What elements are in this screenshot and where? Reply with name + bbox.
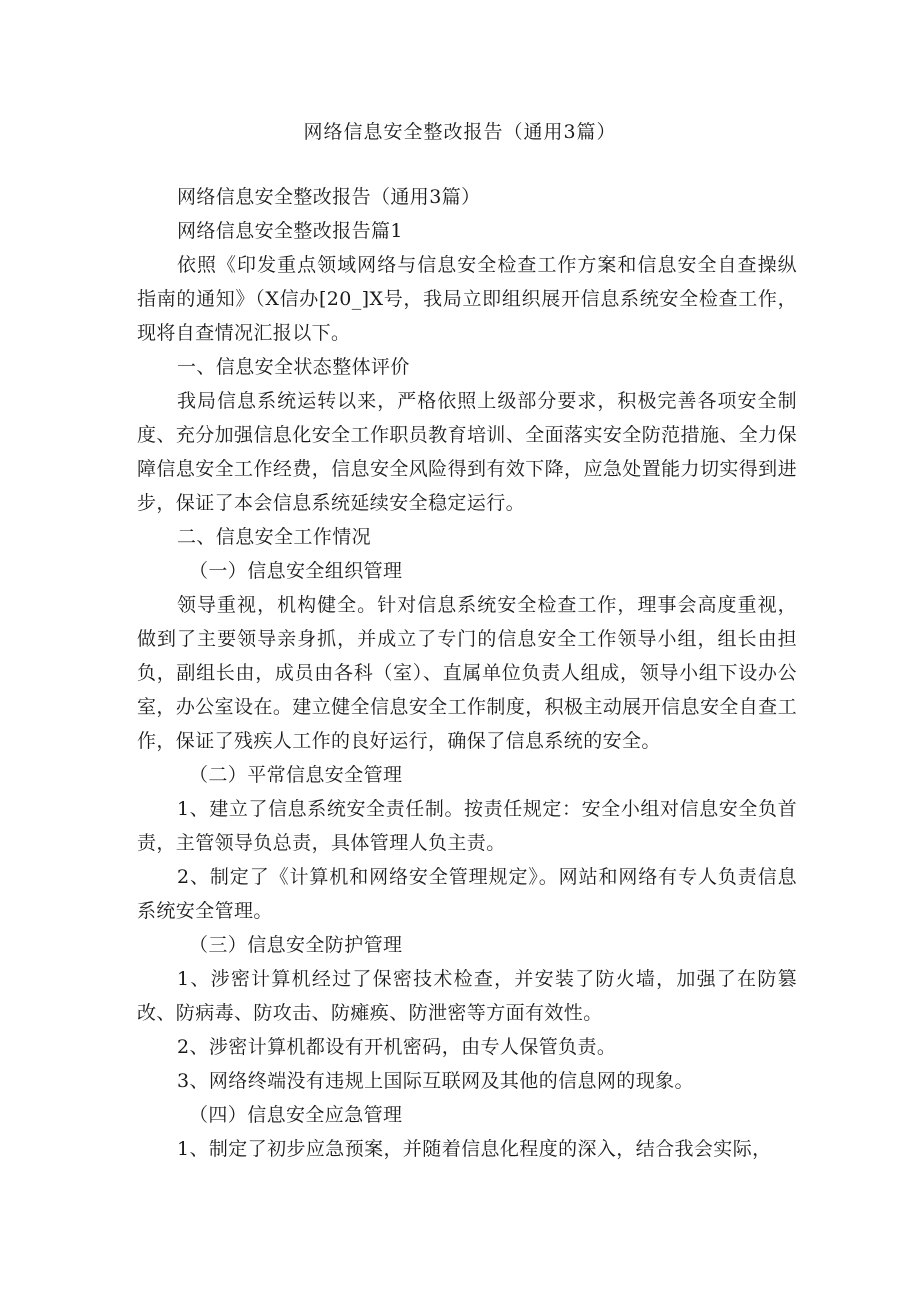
paragraph-4: 一、信息安全状态整体评价	[177, 356, 410, 378]
paragraph-14: 2、涉密计算机都设有开机密码，由专人保管负责。	[177, 1036, 617, 1058]
paragraph-5: 我局信息系统运转以来，严格依照上级部分要求，积极完善各项安全制度、充分加强信息化安全工作职员教育培训、全面落实安全防范措施、全力保障信息安全工作经费，信息安全风险得到有效下降，应急处置能力切实得到进步，保证了本会信息系统延续安全稳定运行。	[137, 390, 797, 514]
paragraph-9: （二）平常信息安全管理	[189, 764, 403, 786]
paragraph-2: 网络信息安全整改报告篇1	[177, 220, 403, 242]
paragraph-6: 二、信息安全工作情况	[177, 526, 372, 548]
paragraph-3: 依照《印发重点领域网络与信息安全检查工作方案和信息安全自查操纵指南的通知》（X信办[20_]X号，我局立即组织展开信息系统安全检查工作，现将自查情况汇报以下。	[137, 254, 797, 344]
paragraph-16: （四）信息安全应急管理	[189, 1104, 403, 1126]
paragraph-1: 网络信息安全整改报告（通用3篇）	[177, 186, 481, 208]
paragraph-10: 1、建立了信息系统安全责任制。按责任规定：安全小组对信息安全负首责，主管领导负总责，具体管理人负主责。	[137, 798, 797, 854]
paragraph-15: 3、网络终端没有违规上国际互联网及其他的信息网的现象。	[177, 1070, 694, 1092]
paragraph-12: （三）信息安全防护管理	[189, 934, 403, 956]
document-title: 网络信息安全整改报告（通用3篇）	[303, 121, 617, 143]
paragraph-8: 领导重视，机构健全。针对信息系统安全检查工作，理事会高度重视，做到了主要领导亲身抓，并成立了专门的信息安全工作领导小组，组长由担负，副组长由，成员由各科（室）、直属单位负责人组成，领导小组下设办公室，办公室设在。建立健全信息安全工作制度，积极主动展开信息安全自查工作，保证了残疾人工作的良好运行，确保了信息系统的安全。	[137, 594, 797, 752]
document-body	[137, 180, 797, 1166]
paragraph-13: 1、涉密计算机经过了保密技术检查，并安装了防火墙，加强了在防篡改、防病毒、防攻击、防瘫痪、防泄密等方面有效性。	[137, 968, 797, 1024]
paragraph-7: （一）信息安全组织管理	[189, 560, 403, 582]
paragraph-11: 2、制定了《计算机和网络安全管理规定》。网站和网络有专人负责信息系统安全管理。	[137, 866, 797, 922]
paragraph-17: 1、制定了初步应急预案，并随着信息化程度的深入，结合我会实际，	[177, 1138, 772, 1160]
